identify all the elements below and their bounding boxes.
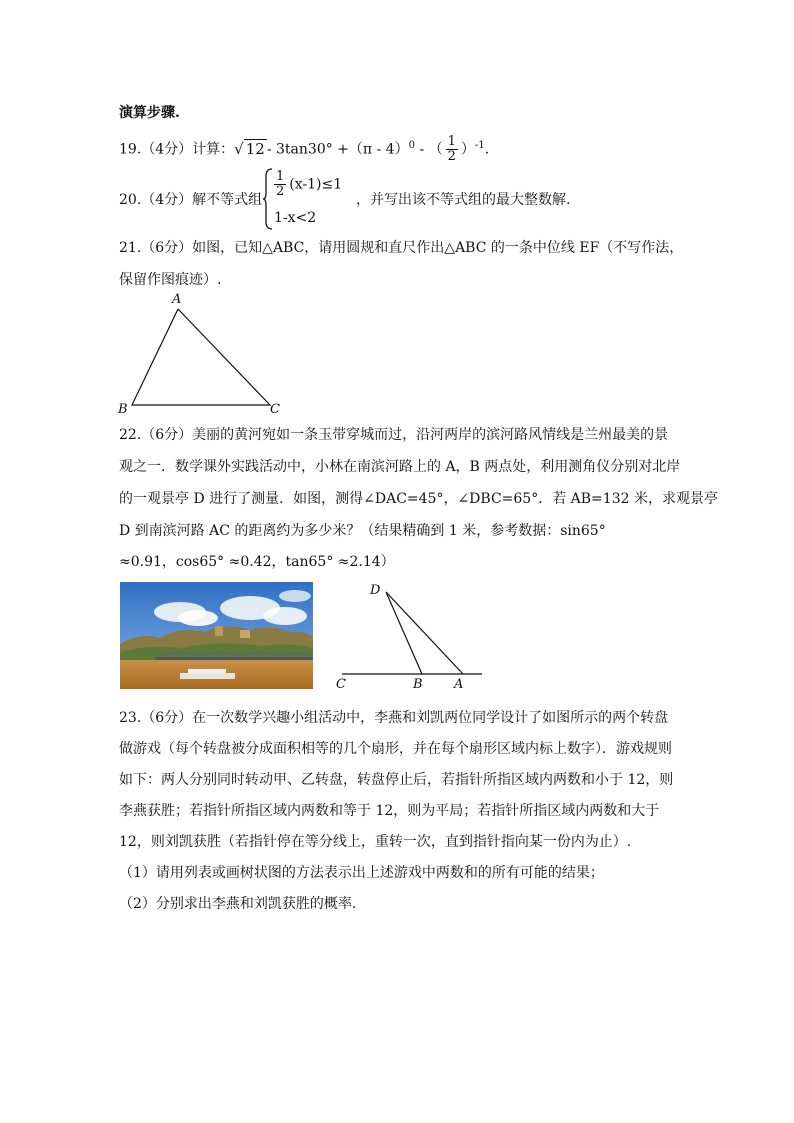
vertex-label-a: A xyxy=(172,292,182,307)
question-23-line-5: 12，则刘凯获胜（若指针停在等分线上，重转一次，直到指针指向某一份内为止）. xyxy=(119,834,632,850)
row1-rest: (x-1)≤1 xyxy=(289,176,343,193)
point-label-a: A xyxy=(454,677,464,692)
question-19 xyxy=(119,135,489,164)
fraction-numerator: 1 xyxy=(447,134,456,149)
angle-diagram xyxy=(330,578,490,693)
point-label-b: B xyxy=(413,677,423,692)
river-scene-image xyxy=(120,582,313,689)
row1-numerator: 1 xyxy=(276,169,285,184)
question-22-line-5: ≈0.91，cos65° ≈0.42，tan65° ≈2.14） xyxy=(119,554,395,570)
section-heading: 演算步骤. xyxy=(119,105,180,121)
question-23-sub-2: （2）分别求出李燕和刘凯获胜的概率. xyxy=(119,896,357,912)
q19-minus: - （ xyxy=(415,141,443,158)
question-23-line-2: 做游戏（每个转盘被分成面积相等的几个扇形，并在每个扇形区域内标上数字）．游戏规则 xyxy=(119,741,672,757)
segment-da xyxy=(386,592,463,674)
question-22-line-1: 22.（6分）美丽的黄河宛如一条玉带穿城而过，沿河两岸的滨河路风情线是兰州最美的景 xyxy=(119,427,669,443)
negative-exponent: -1 xyxy=(474,139,485,151)
triangle-abc xyxy=(132,309,270,405)
q19-middle: - 3tan30° +（π - 4） xyxy=(266,141,409,158)
triangle-abc-figure xyxy=(110,288,290,418)
yellow-river-photo xyxy=(120,582,313,689)
question-21-line-1: 21.（6分）如图，已知△ABC，请用圆规和直尺作出△ABC 的一条中位线 EF（不写作法， xyxy=(119,240,684,256)
q19-end: . xyxy=(484,141,490,158)
question-23-line-1: 23.（6分）在一次数学兴趣小组活动中，李燕和刘凯两位同学设计了如图所示的两个转盘 xyxy=(119,710,669,726)
question-22-line-3: 的一观景亭 D 进行了测量．如图，测得∠DAC=45°，∠DBC=65°．若 AB=132 米，求观景亭 xyxy=(119,491,718,507)
row1-denominator: 2 xyxy=(276,184,285,199)
half-fraction xyxy=(446,135,458,164)
question-20-prefix: 20.（4分）解不等式组 xyxy=(119,192,263,208)
segment-db xyxy=(386,592,422,674)
sqrt-symbol: √ xyxy=(234,139,244,158)
q19-close: ） xyxy=(460,141,475,158)
question-23-sub-1: （1）请用列表或画树状图的方法表示出上述游戏中两数和的所有可能的结果； xyxy=(119,865,604,881)
radicand: 12 xyxy=(245,139,265,158)
zero-exponent: 0 xyxy=(408,139,416,151)
vertex-label-c: C xyxy=(270,402,280,417)
question-22-line-2: 观之一．数学课外实践活动中，小林在南滨河路上的 A，B 两点处，利用测角仪分别对北岸 xyxy=(119,459,681,475)
vertex-label-b: B xyxy=(118,402,128,417)
fraction-denominator: 2 xyxy=(447,149,456,164)
inequality-row-2: 1-x<2 xyxy=(274,210,317,226)
question-20-suffix: ，并写出该不等式组的最大整数解. xyxy=(356,192,571,208)
sqrt-expression xyxy=(234,139,267,159)
question-21-line-2: 保留作图痕迹）. xyxy=(119,272,222,288)
inequality-row-1 xyxy=(274,170,342,199)
question-23-line-3: 如下：两人分别同时转动甲、乙转盘，转盘停止后，若指针所指区域内两数和小于 12，则 xyxy=(119,772,674,788)
question-22-line-4: D 到南滨河路 AC 的距离约为多少米？（结果精确到 1 米，参考数据：sin65° xyxy=(119,523,606,539)
row1-fraction xyxy=(274,170,286,199)
question-23-line-4: 李燕获胜；若指针所指区域内两数和等于 12，则为平局；若指针所指区域内两数和大于 xyxy=(119,803,660,819)
point-label-d: D xyxy=(370,583,381,598)
point-label-c: C xyxy=(336,677,346,692)
system-brace-icon xyxy=(262,168,274,230)
q19-prefix: 19.（4分）计算： xyxy=(119,141,235,158)
